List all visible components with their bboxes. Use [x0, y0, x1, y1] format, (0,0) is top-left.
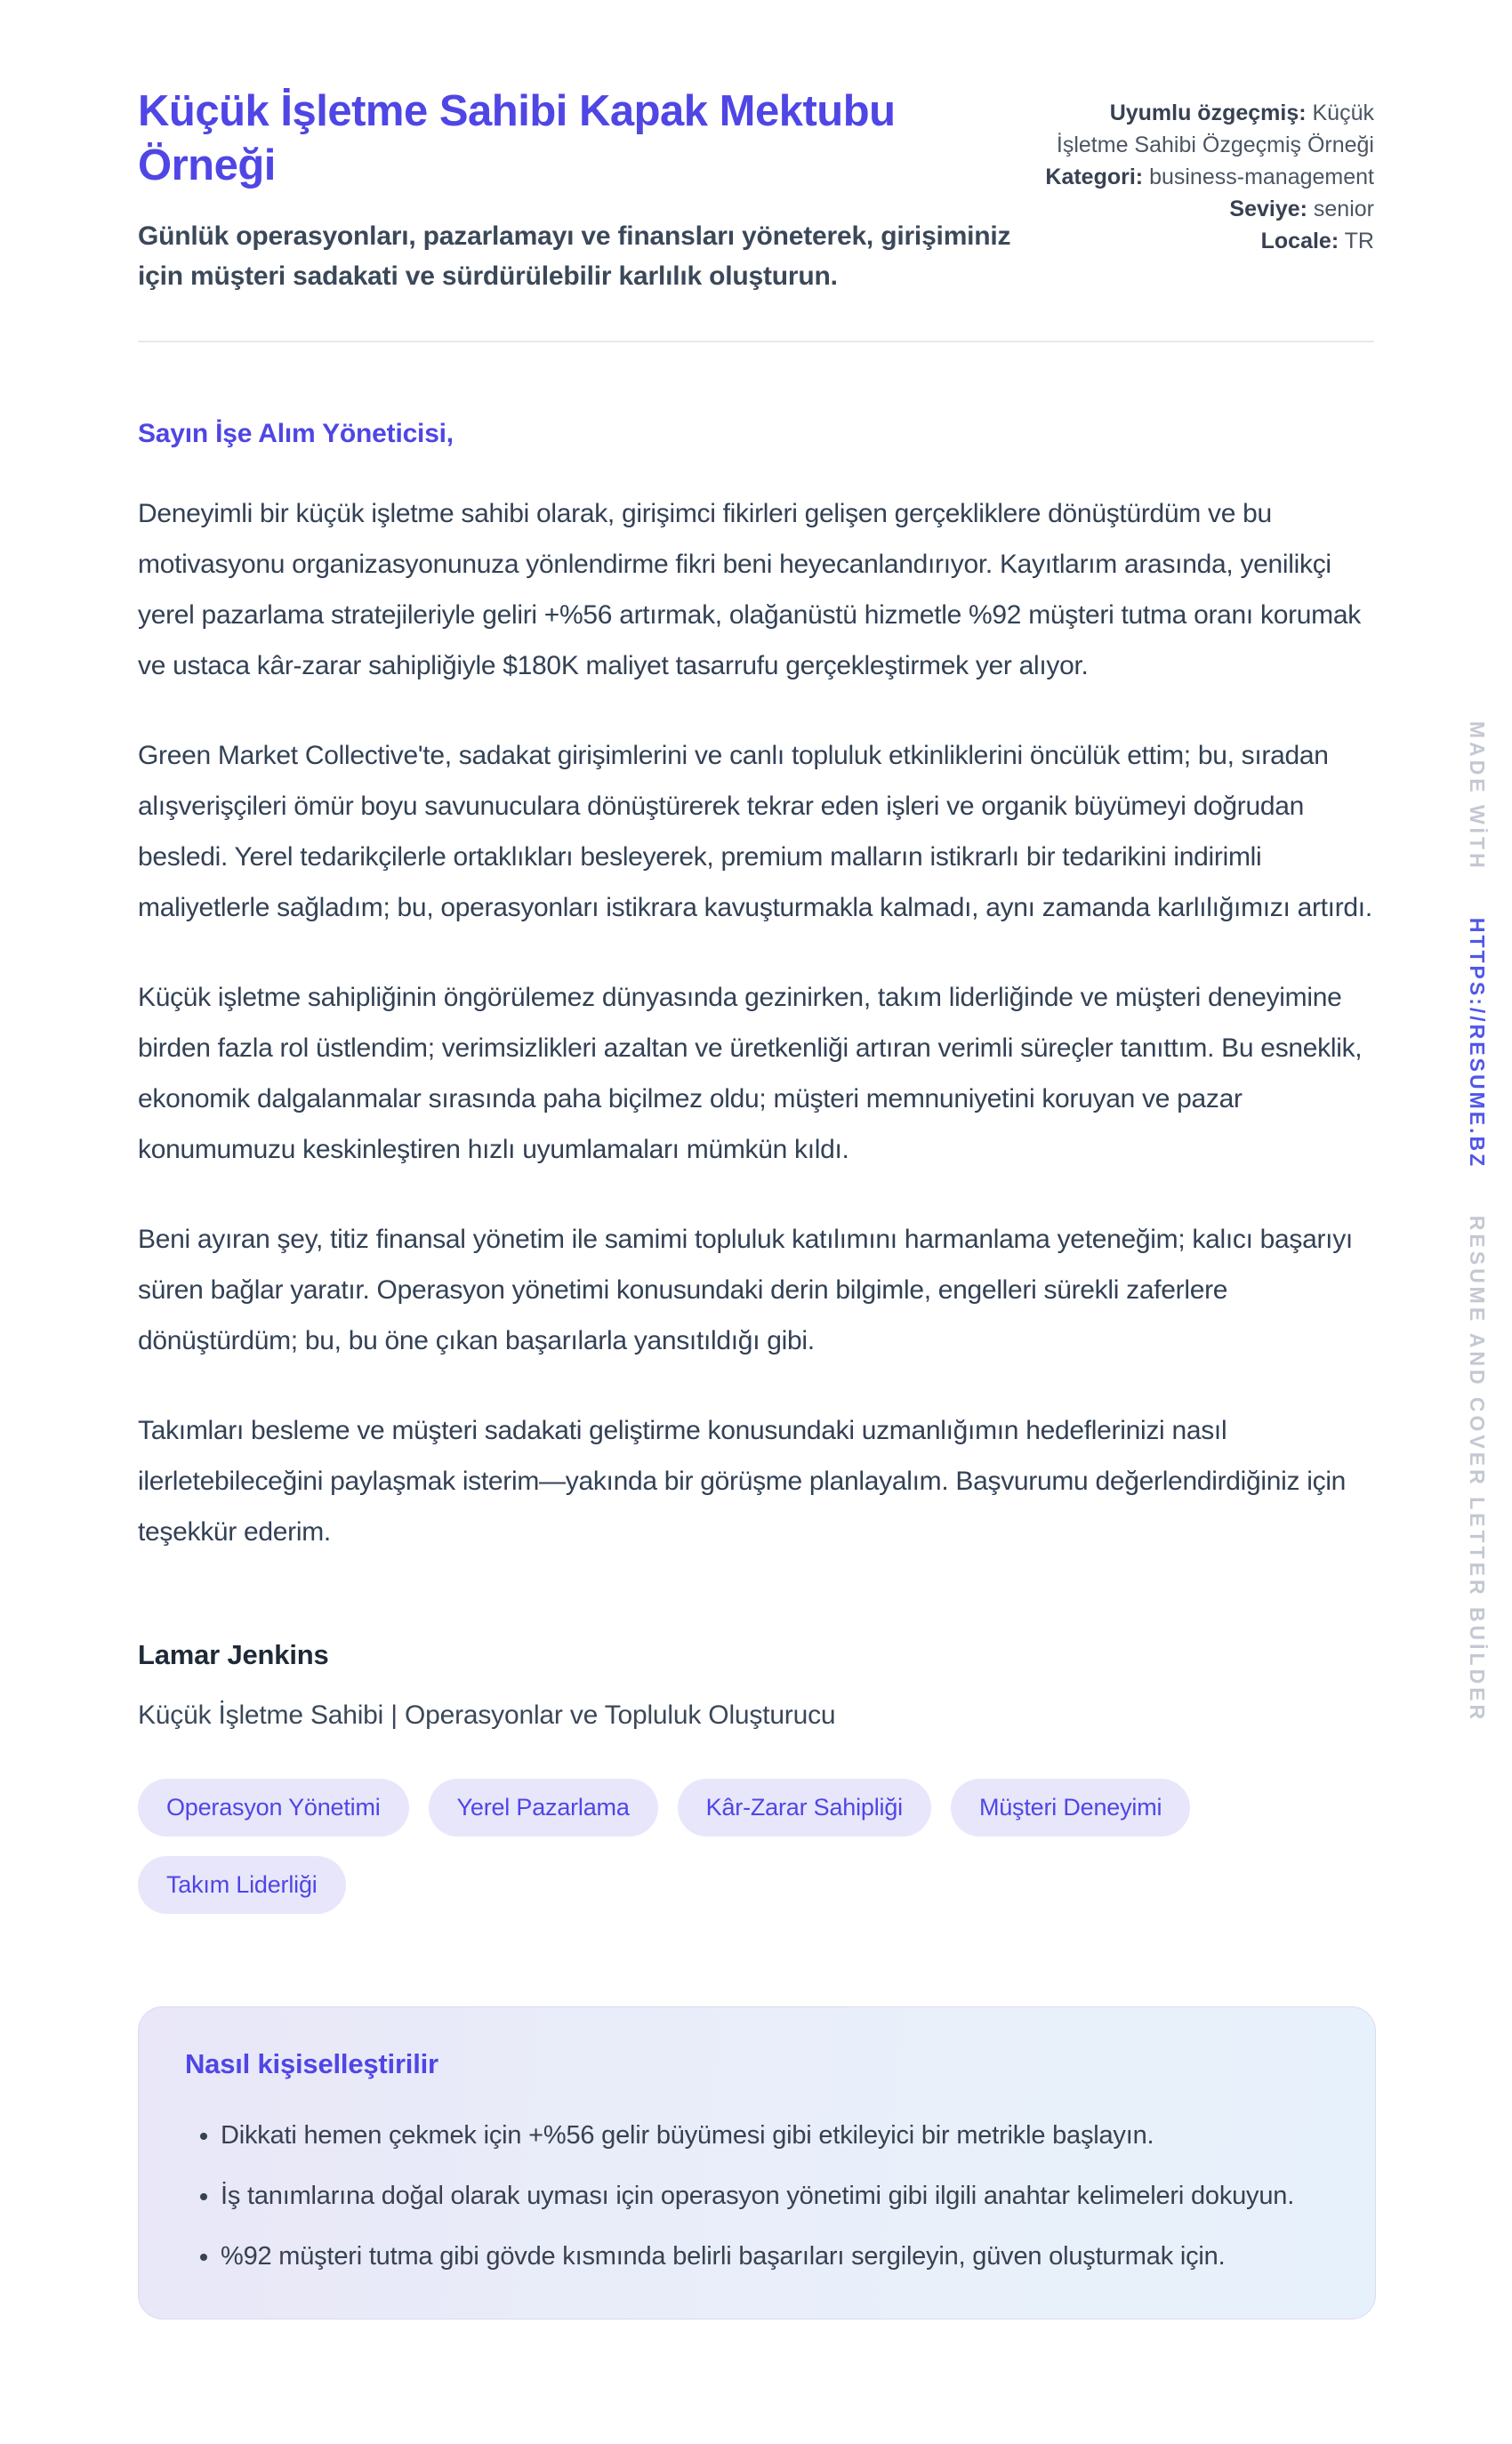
- personalization-tips-box: [138, 2006, 1376, 2319]
- letter-paragraph: Green Market Collective'te, sadakat girişimlerini ve canlı topluluk etkinliklerini öncülük ettim; bu, sıradan alışverişçileri ömür boyu savunuculara dönüştürerek tekrar eden işleri ve organik büyümeyi doğrudan besledi. Yerel tedarikçilerle ortaklıkları besleyerek, premium malların istikrarlı bir tedarikini indirimli maliyetlerle sağladım; bu, operasyonları istikrara kavuşturmakla kalmadı, aynı zamanda karlılığımızı artırdı.: [138, 741, 1372, 922]
- tips-list: [185, 2112, 1329, 2279]
- signature-role: Küçük İşletme Sahibi | Operasyonlar ve Topluluk Oluşturucu: [138, 1700, 836, 1730]
- meta-row: Locale: TR: [1260, 229, 1374, 253]
- meta-label: Seviye:: [1229, 197, 1307, 221]
- tips-title: Nasıl kişiselleştirilir: [185, 2048, 438, 2079]
- page-title: Küçük İşletme Sahibi Kapak Mektubu Örneği: [138, 87, 896, 189]
- meta-label: Locale:: [1260, 229, 1339, 253]
- letter-paragraph: Küçük işletme sahipliğinin öngörülemez dünyasında gezinirken, takım liderliğinde ve müşteri deneyimine birden fazla rol üstlendim; verimsizlikleri azaltan ve üretkenliği artıran verimli süreçler tanıttım. Bu esneklik, ekonomik dalgalanmalar sırasında paha biçilmez oldu; müşteri memnuniyetini koruyan ve pazar konumumuzu keskinleştiren hızlı uyumlamaları mümkün kıldı.: [138, 983, 1363, 1164]
- skill-tag-pill[interactable]: Kâr-Zarar Sahipliği: [678, 1779, 931, 1837]
- side-watermark: [1465, 721, 1489, 1723]
- cover-letter-body: [138, 419, 1374, 1731]
- signature-name: Lamar Jenkins: [138, 1639, 329, 1670]
- skill-tag-pill[interactable]: Operasyon Yönetimi: [138, 1779, 409, 1837]
- meta-label: Kategori:: [1045, 165, 1144, 189]
- tip-item: • Dikkati hemen çekmek için +%56 gelir büyümesi gibi etkileyici bir metrikle başlayın.: [221, 2112, 1315, 2159]
- skill-tag-pill[interactable]: Müşteri Deneyimi: [951, 1779, 1190, 1837]
- watermark-suffix: RESUME AND COVER LETTER BUİLDER: [1466, 1215, 1489, 1724]
- watermark-prefix: MADE WİTH: [1466, 720, 1489, 872]
- meta-label: Uyumlu özgeçmiş:: [1109, 100, 1307, 125]
- header-titles: [138, 84, 1036, 296]
- page-subtitle: Günlük operasyonları, pazarlamayı ve finansları yöneterek, girişiminiz için müşteri sadakati ve sürdürülebilir karlılık oluşturun.: [138, 221, 1011, 291]
- meta-row: Uyumlu özgeçmiş: Küçük İşletme Sahibi Özgeçmiş Örneği: [1056, 100, 1374, 157]
- header-divider: [138, 341, 1374, 342]
- tip-item: • İş tanımlarına doğal olarak uyması için operasyon yönetimi gibi ilgili anahtar kelimeleri dokuyun.: [221, 2173, 1315, 2219]
- letter-paragraph: Beni ayıran şey, titiz finansal yönetim ile samimi topluluk katılımını harmanlama yeteneğim; kalıcı başarıyı süren bağlar yaratır. Operasyon yönetimi konusundaki derin bilgimle, engelleri sürekli zaferlere dönüştürdüm; bu, bu öne çıkan başarılarla yansıtıldığı gibi.: [138, 1225, 1353, 1355]
- page-header: [138, 84, 1374, 296]
- skill-tag-pill[interactable]: Takım Liderliği: [138, 1856, 346, 1914]
- letter-paragraph: Deneyimli bir küçük işletme sahibi olarak, girişimci fikirleri gelişen gerçekliklere dönüştürdüm ve bu motivasyonu organizasyonunuza yönlendirme fikri beni heyecanlandırıyor. Kayıtlarım arasında, yenilikçi yerel pazarlama stratejileriyle geliri +%56 artırmak, olağanüstü hizmetle %92 müşteri tutma oranı korumak ve ustaca kâr-zarar sahipliğiyle $180K maliyet tasarrufu gerçekleştirmek yer alıyor.: [138, 499, 1361, 680]
- meta-row: Seviye: senior: [1229, 197, 1374, 221]
- watermark-link[interactable]: HTTPS://RESUME.BZ: [1466, 918, 1489, 1170]
- tip-item: • %92 müşteri tutma gibi gövde kısmında belirli başarıları sergileyin, güven oluşturmak için.: [221, 2233, 1315, 2279]
- skill-tag-pill[interactable]: Yerel Pazarlama: [429, 1779, 658, 1837]
- skill-tags: [138, 1779, 1374, 1914]
- meta-block: [1043, 97, 1374, 257]
- meta-row: Kategori: business-management: [1045, 165, 1374, 189]
- letter-paragraph: Takımları besleme ve müşteri sadakati geliştirme konusundaki uzmanlığımın hedeflerinizi nasıl ilerletebileceğini paylaşmak isterim—yakında bir görüşme planlayalım. Başvurumu değerlendirdiğiniz için teşekkür ederim.: [138, 1416, 1347, 1547]
- letter-greeting: Sayın İşe Alım Yöneticisi,: [138, 419, 454, 448]
